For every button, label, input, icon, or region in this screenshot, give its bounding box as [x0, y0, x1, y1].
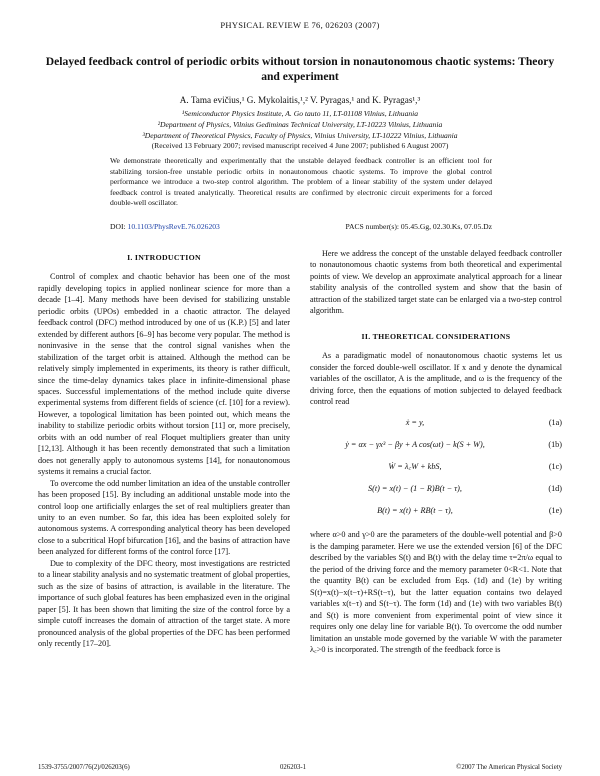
affiliation-2: ²Department of Physics, Vilnius Gediminas Technical University, LT-10223 Vilnius, Lithuania	[157, 120, 443, 129]
equation-1a	[310, 413, 562, 435]
author-list: A. Tama evičius,¹ G. Mykolaitis,¹,² V. Pyragas,¹ and K. Pyragas¹,³	[179, 95, 421, 105]
equation-text: ẋ = y,	[405, 418, 425, 428]
affiliation-1: ¹Semiconductor Physics Institute, A. Go tauto 11, LT-01108 Vilnius, Lithuania	[181, 109, 419, 118]
footer-copyright: ©2007 The American Physical Society	[456, 764, 562, 771]
footer-issn: 1539-3755/2007/76(2)/026203(6)	[38, 764, 130, 771]
received-dates: (Received 13 February 2007; revised manuscript received 4 June 2007; published 6 August 2007)	[151, 141, 449, 150]
equation-number: (1d)	[548, 484, 562, 494]
right-column	[310, 248, 562, 655]
equation-1c	[310, 457, 562, 479]
theory-paragraph-2: where α>0 and γ>0 are the parameters of the double-well potential and β>0 is the damping parameter. Here we use the extended version [6] of the DFC described by the variables S(t) and B(t) with the delay time τ=2π/ω equal to the period of the driving force and the memory parameter 0<R<1. Note that the quantity B(t) can be excluded from Eqs. (1d) and (1e) by writing S(t)=x(t)−x(t−τ)+RS(t−τ), but the latter equation contains two delayed variables x(t−τ) and S(t−τ). The form (1d) and (1e) with two variables B(t) and S(t) is more convenient from experimental point of view since it requires only one delay line for variable B(t). To overcome the odd number limitation an unstable mode governed by the variable W with the parameter λ꜀>0 is incorporated. The strength of the feedback force is	[310, 530, 562, 654]
intro-paragraph-4: Here we address the concept of the unstable delayed feedback controller to nonautonomous chaotic systems from both theoretical and experimental points of view. We develop an approximate analytical approach for a linear stability analysis of the controlled system and show that the basin of attraction of the stabilized target state can be enlarged via a two-step control algorithm.	[310, 249, 562, 316]
doi-line	[110, 222, 492, 231]
equation-text: ẏ = αx − γx³ − βy + A cos(ωt) − k(S + W),	[345, 440, 485, 450]
section-heading-introduction: I. INTRODUCTION	[127, 253, 201, 262]
pacs-numbers: PACS number(s): 05.45.Gg, 02.30.Ks, 07.05.Dz	[345, 222, 492, 231]
equation-number: (1c)	[548, 462, 562, 472]
intro-paragraph-2: To overcome the odd number limitation an idea of the unstable controller has been proposed [15]. By including an additional unstable mode into the control loop one artificially enlarges the set of real multipliers greater than unity to an even number. So far, this idea has been exploited solely for autonomous systems. A corresponding analytical theory has been developed close to a subcritical Hopf bifurcation [16], and the basins of attraction have been analyzed for different forms of the control force [17].	[38, 478, 290, 557]
section-heading-theory: II. THEORETICAL CONSIDERATIONS	[361, 331, 511, 341]
intro-paragraph-1: Control of complex and chaotic behavior has been one of the most rapidly developing topics in applied nonlinear science for more than a decade [1–4]. Many methods have been devised for stabilizing unstable periodic orbits (UPOs) embedded in a chaotic attractor. The delayed feedback control (DFC) method introduced by one of us (K.P.) [5] and later extended by different authors [6–9] has become very popular. The method is noninvasive in the sense that the control signal vanishes when the stabilization of the target orbit is attained. Although the method can be relatively simply implemented in experiments, its theory is rather difficult, since the time-delay dynamics takes place in infinite-dimensional phase spaces. Successful implementations of the method include quite diverse experimental systems from different fields of science (cf. [10] for a review). However, a topological limitation has been pointed out, which means the inability to stabilize periodic orbits without torsion [11] or, more precisely, orbits with an odd number of real Floquet multipliers greater than unity [12,13]. Although it has been recently demonstrated that such a limitation does not generally apply to autonomous systems [14], for nonautonomous systems it remains a crucial factor.	[38, 272, 290, 477]
equation-number: (1a)	[548, 418, 562, 428]
equation-text: S(t) = x(t) − (1 − R)B(t − τ),	[368, 484, 462, 494]
affiliations	[40, 108, 560, 141]
equation-text: Ẇ = λ꜀W + kbS,	[388, 462, 442, 472]
equation-text: B(t) = x(t) + RB(t − τ),	[377, 506, 453, 516]
journal-header: PHYSICAL REVIEW E 76, 026203 (2007)	[220, 20, 380, 30]
paper-title: Delayed feedback control of periodic orbits without torsion in nonautonomous chaotic systems: Theory and experiment	[45, 55, 555, 83]
affiliation-3: ³Department of Theoretical Physics, Faculty of Physics, Vilnius University, LT-10222 Vilnius, Lithuania	[142, 131, 458, 140]
abstract: We demonstrate theoretically and experimentally that the unstable delayed feedback controller is an efficient tool for stabilizing torsion-free unstable periodic orbits in nonautonomous chaotic systems. To improve the global control performance we introduce a two-step control algorithm. The problem of a linear stability of the system under delayed feedback control is treated analytically. Theoretical results are confirmed by electronic circuit experiments for a forced double-well oscillator.	[110, 156, 492, 208]
equation-number: (1b)	[548, 440, 562, 450]
equation-number: (1e)	[548, 506, 562, 516]
left-column	[38, 252, 290, 649]
equation-1b	[310, 435, 562, 457]
doi-label: DOI:	[110, 222, 126, 231]
theory-paragraph-1: As a paradigmatic model of nonautonomous chaotic systems let us consider the forced double-well oscillator. If x and y denote the dynamical variables of the oscillator, A is the amplitude, and ω is the frequency of the driving force, then the equations of motion subjected to delayed feedback control read	[310, 351, 562, 406]
equation-1d	[310, 479, 562, 501]
doi-link[interactable]: 10.1103/PhysRevE.76.026203	[127, 222, 220, 231]
intro-paragraph-3: Due to complexity of the DFC theory, most investigations are restricted to a linear stability analysis and no systematic treatment of global properties, such as the size of basins of attraction, is available in the literature. The importance of such global features has been emphasized even in the original paper [5]. It has been shown that limiting the size of the control force by a simple cutoff increases the domain of attraction of the target state. A more pronounced analysis of the global properties of the DFC has been performed only recently [17–20].	[38, 558, 290, 648]
footer-page-number: 026203-1	[280, 764, 307, 771]
equation-block	[310, 413, 562, 523]
equation-1e	[310, 501, 562, 523]
